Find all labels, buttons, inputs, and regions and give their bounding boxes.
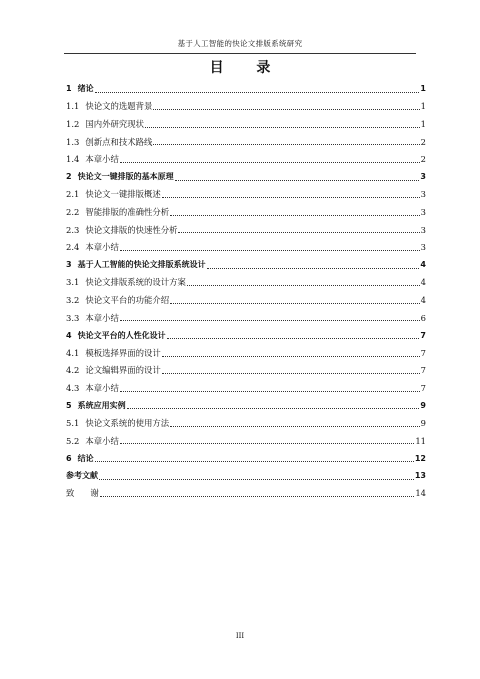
toc-entry[interactable] <box>66 221 426 239</box>
toc-entry[interactable] <box>66 379 426 397</box>
toc-entry-number: 4 <box>66 330 72 340</box>
toc-entry-number: 5.1 <box>66 418 80 429</box>
dot-leader <box>187 277 420 286</box>
dot-leader <box>153 101 419 110</box>
toc-entry-label: 模板选择界面的设计 <box>85 347 161 358</box>
toc-entry-number: 2 <box>66 172 72 182</box>
toc-entry-label: 快论文排版系统的设计方案 <box>85 277 186 288</box>
running-header: 基于人工智能的快论文排版系统研究 <box>64 38 416 54</box>
toc-entry[interactable] <box>66 467 426 485</box>
toc-entry-page: 3 <box>420 224 426 235</box>
dot-leader <box>170 418 420 427</box>
toc-entry[interactable] <box>66 133 426 151</box>
toc-entry-label: 本章小结 <box>85 435 119 446</box>
toc-entry-label: 基于人工智能的快论文排版系统设计 <box>77 260 206 270</box>
toc-entry[interactable] <box>66 274 426 292</box>
toc-entry-number: 1.2 <box>66 118 80 129</box>
toc-entry-label: 创新点和技术路线 <box>85 136 153 147</box>
toc-entry-page: 12 <box>414 453 426 463</box>
toc-entry-page: 7 <box>420 347 426 358</box>
dot-leader <box>120 435 415 444</box>
toc-entry[interactable] <box>66 432 426 450</box>
toc-entry[interactable] <box>66 414 426 432</box>
toc-entry-number: 4.2 <box>66 365 80 376</box>
toc-entry-number: 2.1 <box>66 189 80 200</box>
toc-entry-number: 2.4 <box>66 242 80 253</box>
dot-leader <box>120 312 420 321</box>
dot-leader <box>95 84 420 93</box>
toc-entry[interactable] <box>66 344 426 362</box>
page-number: III <box>235 632 245 640</box>
toc-entry-number: 3 <box>66 260 72 270</box>
toc-entry[interactable] <box>66 362 426 380</box>
toc-entry-number: 致 <box>66 488 75 499</box>
table-of-contents <box>66 80 426 502</box>
toc-entry-label: 快论文系统的使用方法 <box>85 418 170 429</box>
toc-entry-label: 结论 <box>77 453 94 463</box>
toc-entry-page: 2 <box>420 136 426 147</box>
dot-leader <box>167 330 420 339</box>
dot-leader <box>170 295 420 304</box>
toc-entry-number: 3.3 <box>66 312 80 323</box>
toc-entry-page: 1 <box>420 118 426 129</box>
toc-entry-label: 国内外研究现状 <box>85 118 144 129</box>
toc-entry[interactable] <box>66 291 426 309</box>
toc-entry-page: 3 <box>420 172 426 182</box>
toc-entry-number: 6 <box>66 453 72 463</box>
toc-entry-number: 1.4 <box>66 154 80 165</box>
toc-entry-page: 4 <box>420 277 426 288</box>
dot-leader <box>100 488 415 497</box>
toc-entry-number: 5 <box>66 400 72 410</box>
toc-entry-page: 4 <box>420 260 426 270</box>
toc-entry-label: 快论文一键排版的基本原理 <box>77 172 174 182</box>
toc-entry[interactable] <box>66 326 426 344</box>
toc-entry[interactable] <box>66 449 426 467</box>
dot-leader <box>162 365 420 374</box>
toc-entry-page: 2 <box>420 154 426 165</box>
toc-entry-label: 绪论 <box>77 84 94 94</box>
toc-entry-page: 13 <box>414 471 426 481</box>
toc-entry-label: 快论文平台的人性化设计 <box>77 330 166 340</box>
toc-entry-number: 5.2 <box>66 435 80 446</box>
toc-entry-page: 14 <box>415 488 426 499</box>
dot-leader <box>153 136 419 145</box>
toc-entry-number: 2.2 <box>66 206 80 217</box>
toc-entry-number: 1 <box>66 84 72 94</box>
toc-entry-page: 7 <box>420 382 426 393</box>
dot-leader <box>207 260 420 269</box>
toc-entry[interactable] <box>66 203 426 221</box>
toc-entry-label: 快论文平台的功能介绍 <box>85 294 170 305</box>
toc-entry-number: 1.3 <box>66 136 80 147</box>
toc-entry-page: 3 <box>420 206 426 217</box>
dot-leader <box>99 471 414 480</box>
toc-entry[interactable] <box>66 115 426 133</box>
dot-leader <box>95 453 414 462</box>
toc-entry[interactable] <box>66 485 426 503</box>
toc-entry[interactable] <box>66 186 426 204</box>
toc-entry-number: 2.3 <box>66 224 80 235</box>
toc-entry[interactable] <box>66 238 426 256</box>
toc-entry-label: 系统应用实例 <box>77 400 126 410</box>
dot-leader <box>162 189 420 198</box>
toc-entry[interactable] <box>66 256 426 274</box>
toc-entry-page: 7 <box>420 330 426 340</box>
toc-entry[interactable] <box>66 309 426 327</box>
dot-leader <box>178 224 419 233</box>
toc-entry[interactable] <box>66 168 426 186</box>
toc-entry-label: 本章小结 <box>85 382 119 393</box>
toc-entry[interactable] <box>66 98 426 116</box>
toc-entry-page: 9 <box>420 418 426 429</box>
toc-entry-label: 快论文排版的快速性分析 <box>85 224 178 235</box>
toc-entry-label: 快论文一键排版概述 <box>85 189 161 200</box>
dot-leader <box>120 383 420 392</box>
dot-leader <box>145 119 420 128</box>
toc-entry-label: 本章小结 <box>85 312 119 323</box>
toc-entry-label: 智能排版的准确性分析 <box>85 206 170 217</box>
toc-entry[interactable] <box>66 150 426 168</box>
toc-entry-page: 4 <box>420 294 426 305</box>
toc-entry-page: 1 <box>420 101 426 112</box>
dot-leader <box>120 242 420 251</box>
toc-entry-page: 7 <box>420 365 426 376</box>
toc-entry-number: 3.2 <box>66 294 80 305</box>
toc-entry-number: 3.1 <box>66 277 80 288</box>
toc-entry-page: 1 <box>420 84 426 94</box>
dot-leader <box>127 400 420 409</box>
toc-entry-page: 6 <box>420 312 426 323</box>
toc-entry-label: 本章小结 <box>85 242 119 253</box>
toc-entry-number: 4.1 <box>66 347 80 358</box>
toc-entry-number: 4.3 <box>66 382 80 393</box>
toc-entry-label: 谢 <box>90 488 99 499</box>
dot-leader <box>170 207 420 216</box>
toc-entry-page: 3 <box>420 189 426 200</box>
dot-leader <box>175 172 420 181</box>
toc-entry-page: 11 <box>415 435 426 446</box>
toc-entry[interactable] <box>66 397 426 415</box>
toc-entry-label: 参考文献 <box>66 471 98 481</box>
toc-entry-page: 3 <box>420 242 426 253</box>
toc-entry[interactable] <box>66 80 426 98</box>
toc-entry-label: 论文编辑界面的设计 <box>85 365 161 376</box>
toc-entry-label: 快论文的选题背景 <box>85 101 153 112</box>
toc-entry-number: 1.1 <box>66 101 80 112</box>
page-title: 目 录 <box>209 60 285 76</box>
dot-leader <box>120 154 420 163</box>
toc-entry-page: 9 <box>420 400 426 410</box>
toc-entry-label: 本章小结 <box>85 154 119 165</box>
dot-leader <box>162 348 420 357</box>
